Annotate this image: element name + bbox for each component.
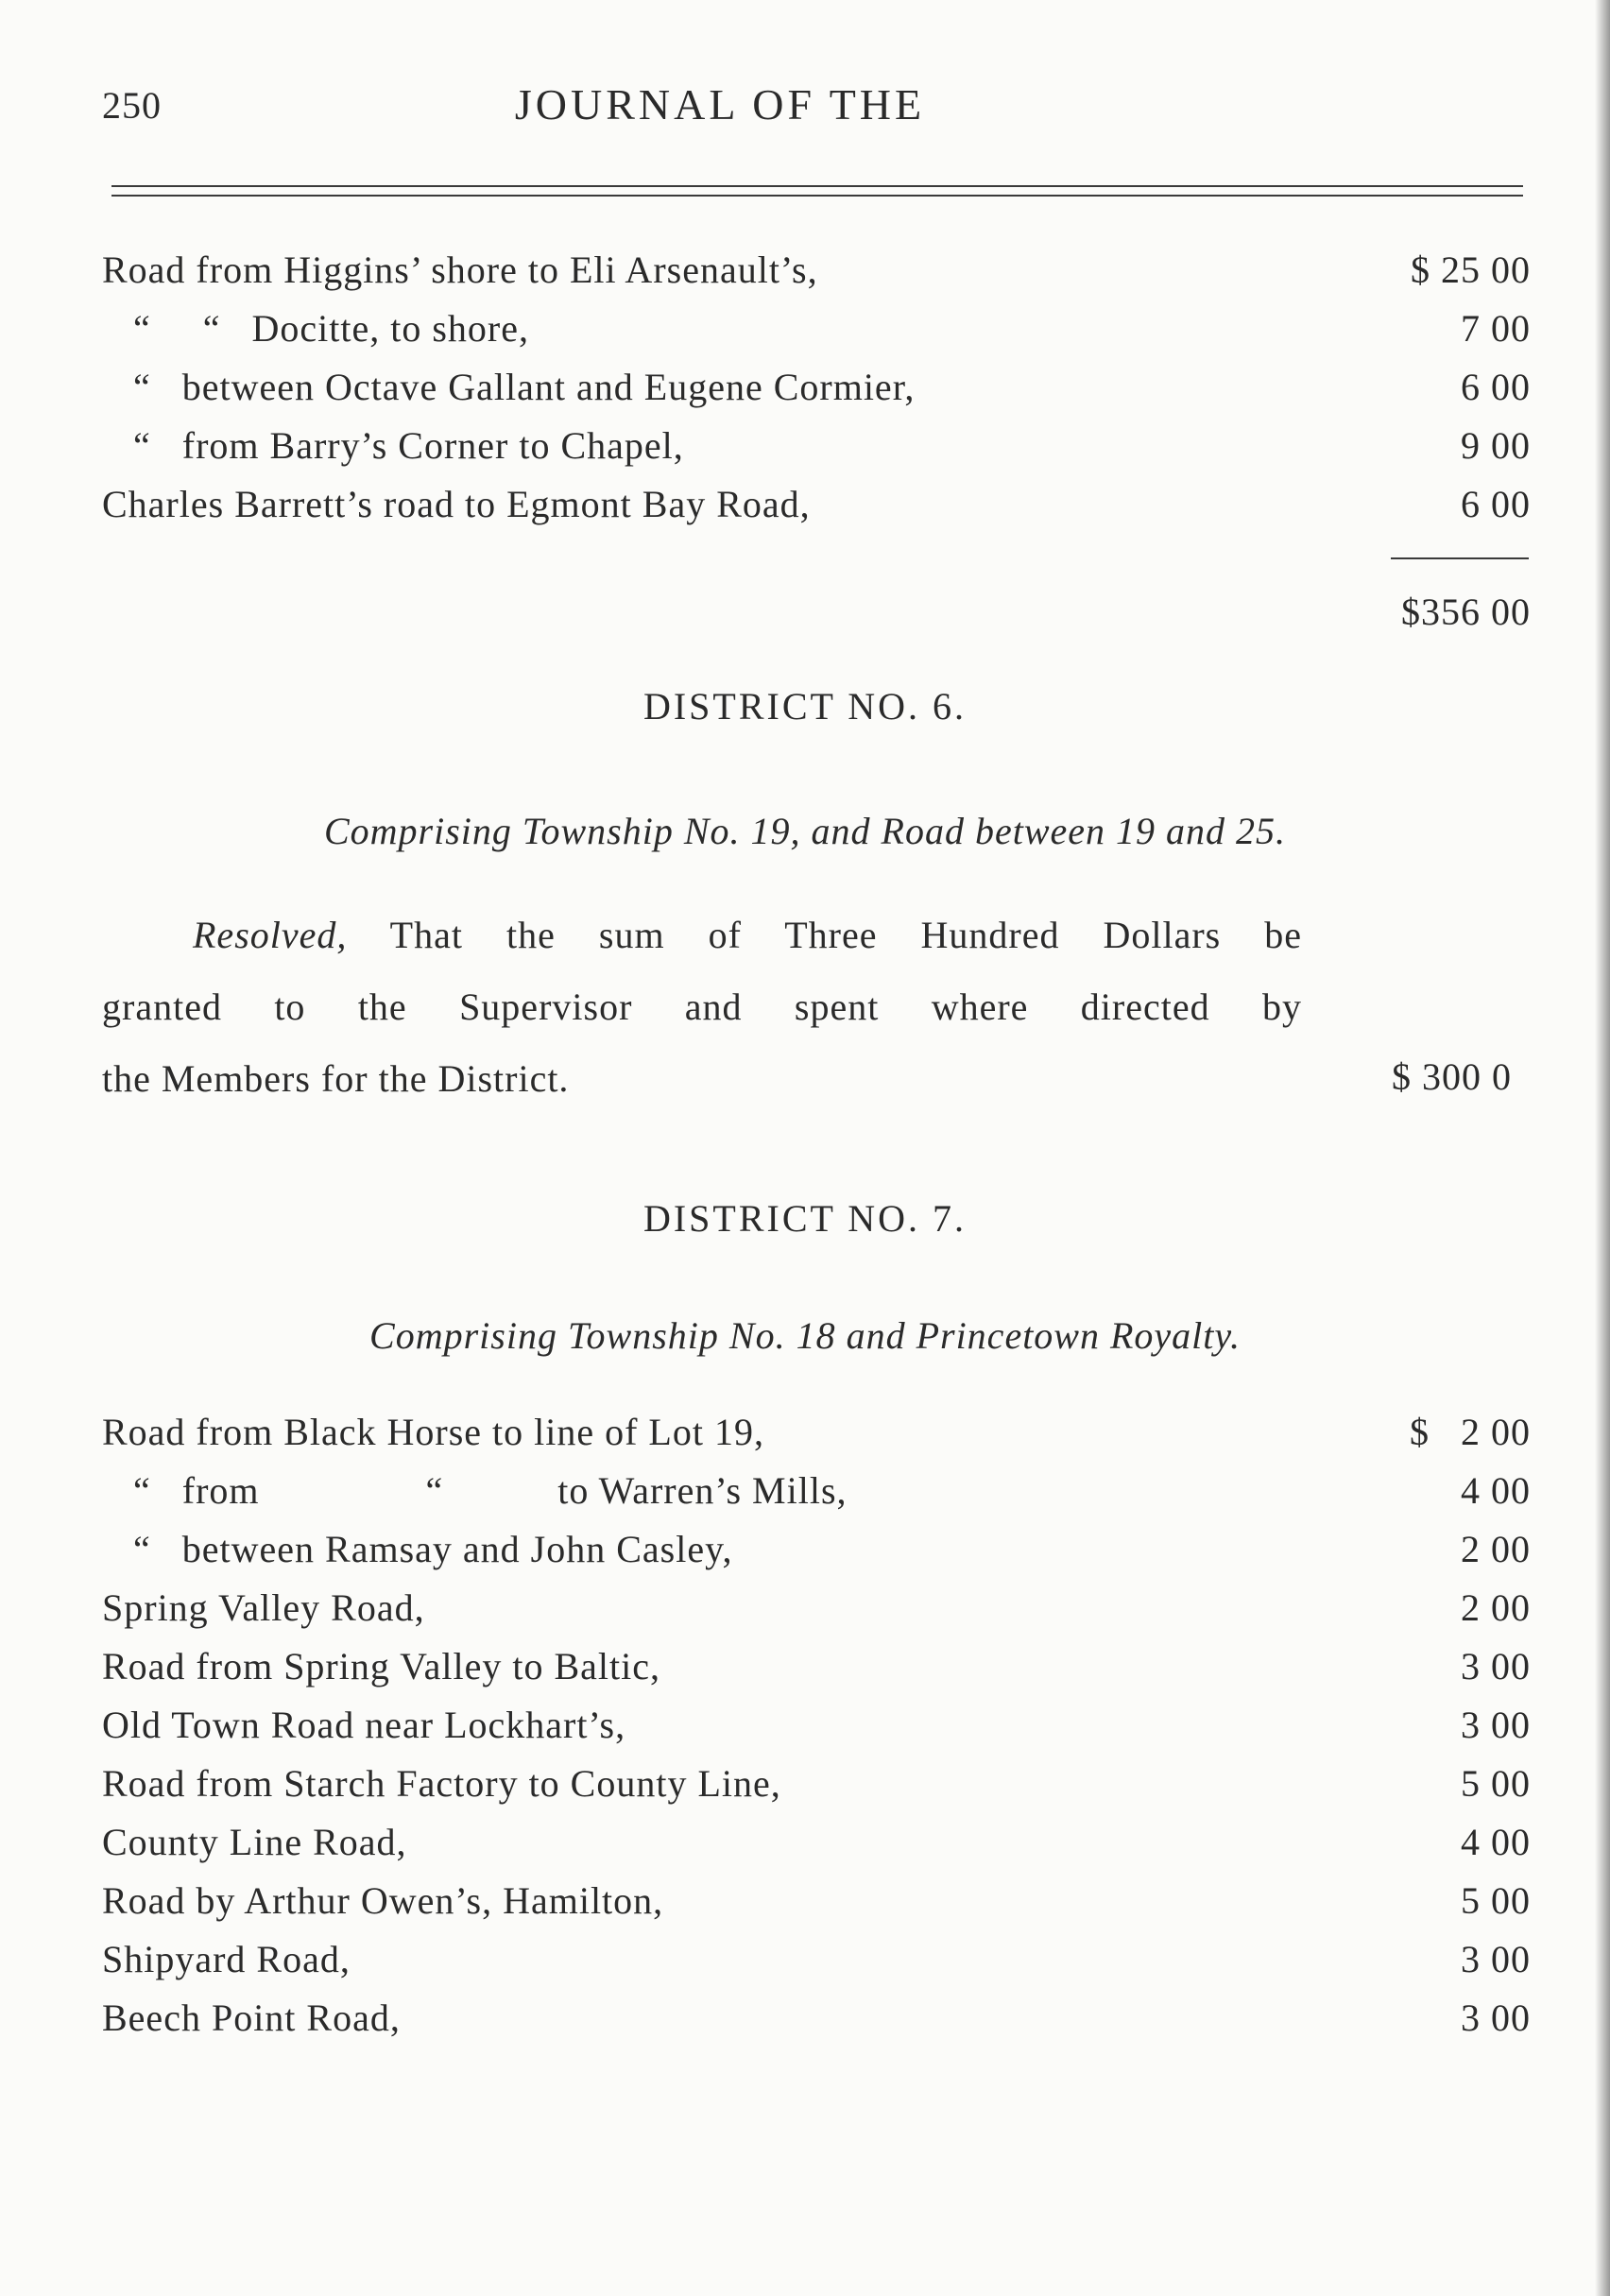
resolved-word: Resolved, xyxy=(193,914,348,956)
list-item xyxy=(102,476,1531,533)
running-head: JOURNAL OF THE xyxy=(514,80,926,129)
item-amount: 9 00 xyxy=(1461,424,1531,467)
item-label: Road from Higgins’ shore to Eli Arsenault’s, xyxy=(102,248,818,291)
item-amount: 7 00 xyxy=(1461,307,1531,350)
header-rule-bottom xyxy=(111,195,1523,197)
item-amount: 4 00 xyxy=(1461,1469,1531,1512)
item-amount: 2 00 xyxy=(1461,1528,1531,1570)
item-label: Beech Point Road, xyxy=(102,1996,401,2039)
item-label: Road from Starch Factory to County Line, xyxy=(102,1762,781,1805)
item-label: “ between Octave Gallant and Eugene Cormier, xyxy=(102,366,916,408)
resolution-line-2: granted to the Supervisor and spent where directed by xyxy=(102,985,1302,1028)
item-amount: 3 00 xyxy=(1461,1704,1531,1746)
list-item xyxy=(102,1990,1531,2047)
resolution-line-3: the Members for the District. xyxy=(102,1057,570,1100)
item-label: “ “ Docitte, to shore, xyxy=(102,307,529,350)
item-amount: 5 00 xyxy=(1461,1879,1531,1922)
total-amount: $356 00 xyxy=(1401,591,1531,633)
list-item xyxy=(102,1814,1531,1871)
item-amount: 2 00 xyxy=(1461,1586,1531,1629)
item-label: “ between Ramsay and John Casley, xyxy=(102,1528,733,1570)
item-label: “ from “ to Warren’s Mills, xyxy=(102,1469,848,1512)
item-label: Road from Black Horse to line of Lot 19, xyxy=(102,1411,764,1453)
item-label: Charles Barrett’s road to Egmont Bay Road, xyxy=(102,483,811,525)
item-label: “ from Barry’s Corner to Chapel, xyxy=(102,424,684,467)
page-number: 250 xyxy=(102,84,162,127)
list-item xyxy=(102,1638,1531,1695)
district-6-heading: DISTRICT NO. 6. xyxy=(642,685,968,728)
list-item xyxy=(102,1931,1531,1988)
list-item xyxy=(102,300,1531,357)
list-item xyxy=(102,242,1531,299)
district-7-subheading: Comprising Township No. 18 and Princetown Royalty. xyxy=(369,1314,1241,1357)
list-item xyxy=(102,418,1531,474)
item-amount: $ 25 00 xyxy=(1411,248,1531,291)
list-item xyxy=(102,1463,1531,1519)
list-item xyxy=(102,1521,1531,1578)
item-amount: 5 00 xyxy=(1461,1762,1531,1805)
district-6-amount: $ 300 0 xyxy=(1392,1055,1512,1098)
item-label: Shipyard Road, xyxy=(102,1938,351,1980)
header-rule-top xyxy=(111,185,1523,187)
item-label: Road from Spring Valley to Baltic, xyxy=(102,1645,660,1688)
list-item xyxy=(102,1404,1531,1461)
list-item xyxy=(102,1697,1531,1754)
district-6-subheading: Comprising Township No. 19, and Road between 19 and 25. xyxy=(323,810,1287,852)
list-item xyxy=(102,1580,1531,1636)
page-edge-shadow xyxy=(1595,0,1610,2296)
district-7-heading: DISTRICT NO. 7. xyxy=(642,1197,968,1240)
item-amount: 3 00 xyxy=(1461,1938,1531,1980)
resolution-line-1 xyxy=(102,900,1302,971)
item-label: Road by Arthur Owen’s, Hamilton, xyxy=(102,1879,664,1922)
total-row xyxy=(102,584,1531,641)
total-rule xyxy=(1391,557,1529,559)
list-item xyxy=(102,359,1531,416)
item-amount: 6 00 xyxy=(1461,366,1531,408)
item-label: Old Town Road near Lockhart’s, xyxy=(102,1704,626,1746)
item-amount: 3 00 xyxy=(1461,1996,1531,2039)
list-item xyxy=(102,1873,1531,1929)
item-label: Spring Valley Road, xyxy=(102,1586,425,1629)
item-amount: 4 00 xyxy=(1461,1821,1531,1863)
item-label: County Line Road, xyxy=(102,1821,407,1863)
item-amount: 6 00 xyxy=(1461,483,1531,525)
item-amount: $ 2 00 xyxy=(1410,1411,1531,1453)
list-item xyxy=(102,1756,1531,1812)
item-amount: 3 00 xyxy=(1461,1645,1531,1688)
resolution-line-1-text: That the sum of Three Hundred Dollars be xyxy=(347,914,1302,956)
district-6-amount-row xyxy=(102,1049,1531,1105)
